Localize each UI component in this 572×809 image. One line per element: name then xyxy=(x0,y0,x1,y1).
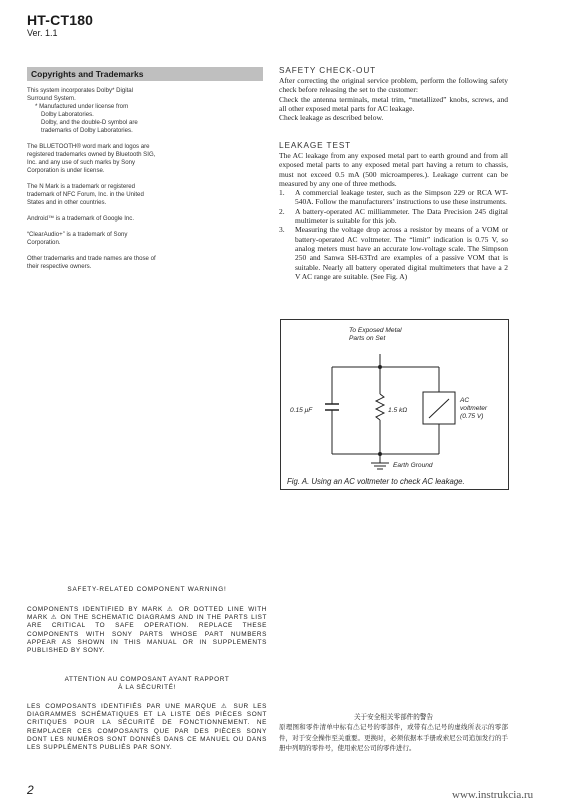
copyrights-nfc: The N Mark is a trademark or registered trademark of NFC Forum, Inc. in the United States and in other countries. xyxy=(27,183,144,206)
copyrights-dolby-note1: * Manufactured under license from xyxy=(35,103,129,110)
safety-checkout-p2: Check the antenna terminals, metal trim, “metallized” knobs, screws, and all other exposed metal parts for AC leakage. xyxy=(279,94,508,113)
copyrights-dolby-line2: Surround System. xyxy=(27,95,76,102)
copyrights-dolby-note4: trademarks of Dolby Laboratories. xyxy=(41,127,133,134)
page-number: 2 xyxy=(27,783,34,797)
resistor xyxy=(376,394,384,420)
voltmeter-label-line1: AC xyxy=(460,397,470,404)
probe-label-line1: To Exposed Metal xyxy=(349,327,402,334)
warning-zh-title: 关于安全相关零部件的警告 xyxy=(353,714,434,721)
ground-label: Earth Ground xyxy=(393,462,433,469)
capacitor-label: 0.15 μF xyxy=(290,407,313,414)
copyrights-dolby-line1: This system incorporates Dolby* Digital xyxy=(27,87,134,94)
warning-fr-title-line2: À LA SÉCURITÉ! xyxy=(118,684,176,692)
safety-checkout-heading: SAFETY CHECK-OUT xyxy=(279,66,377,75)
copyrights-title: Copyrights and Trademarks xyxy=(31,69,144,79)
safety-checkout-p3: Check leakage as described below. xyxy=(279,113,384,123)
safety-checkout-p1: After correcting the original service problem, perform the following safety check before releasing the set to the customer: xyxy=(279,76,508,95)
copyrights-android: Android™ is a trademark of Google Inc. xyxy=(27,215,135,222)
voltmeter-label-line2: voltmeter xyxy=(460,405,488,412)
leakage-test-heading: LEAKAGE TEST xyxy=(279,141,352,150)
leakage-test-body xyxy=(279,151,508,281)
voltmeter-label-line3: (0.75 V) xyxy=(460,413,484,420)
model-title: HT-CT180 xyxy=(27,12,94,28)
figure-a xyxy=(280,319,509,490)
leakage-test-intro: The AC leakage from any exposed metal part to earth ground and from all exposed metal parts to any exposed metal part having a return to chassis, must not exceed 0.5 mA (500 microamperes.). Leakage current can be measured by any one of three methods. xyxy=(279,151,508,188)
warning-fr-title xyxy=(27,676,267,693)
watermark: www.instrukcia.ru xyxy=(452,789,534,801)
resistor-label: 1.5 kΩ xyxy=(388,407,408,414)
warning-en-body: COMPONENTS IDENTIFIED BY MARK ⚠ OR DOTTED LINE WITH MARK ⚠ ON THE SCHEMATIC DIAGRAMS AND IN THE PARTS LIST ARE CRITICAL TO SAFE OPERATION. REPLACE THESE COMPONENTS WITH SONY PARTS WHOSE PART NUMBERS APPEAR AS SHOWN IN THIS MANUAL OR IN SUPPLEMENTS PUBLISHED BY SONY. xyxy=(27,606,267,655)
copyrights-bluetooth: The BLUETOOTH® word mark and logos are registered trademarks owned by Bluetooth SIG, Inc. and any use of such marks by Sony Corporation is under license. xyxy=(27,143,156,174)
copyrights-body xyxy=(27,87,267,279)
voltmeter-needle xyxy=(429,399,449,418)
copyrights-other: Other trademarks and trade names are those of their respective owners. xyxy=(27,255,156,270)
warning-zh-body: 原理图和零件清单中标有⚠记号的零部件，或带有⚠记号的虚线所表示的零部件，对于安全操作至关重要。更换时，必须依据本手册或索尼公司追加发行的手册中列明的零件号，使用索尼公司的零件进行。 xyxy=(279,724,508,752)
list-item: 2. A battery-operated AC milliammeter. The Data Precision 245 digital multimeter is suitable for this job. xyxy=(279,206,508,226)
copyrights-dolby-note2: Dolby Laboratories. xyxy=(41,111,94,118)
copyrights-dolby-note3: Dolby, and the double-D symbol are xyxy=(41,119,138,126)
version-label: Ver. 1.1 xyxy=(27,28,58,38)
warning-fr-title-line1: ATTENTION AU COMPOSANT AYANT RAPPORT xyxy=(64,676,230,683)
probe-label-line2: Parts on Set xyxy=(349,335,386,342)
warning-en-title: SAFETY-RELATED COMPONENT WARNING! xyxy=(67,586,227,593)
list-item: 1. A commercial leakage tester, such as the Simpson 229 or RCA WT-540A. Follow the manufacturers’ instructions to use these instruments. xyxy=(279,188,508,207)
warning-fr-body: LES COMPOSANTS IDENTIFIÉS PAR UNE MARQUE ⚠ SUR LES DIAGRAMMES SCHÉMATIQUES ET LA LISTE DES PIÈCES SONT CRITIQUES POUR LA SÉCURITÉ DE FONCTIONNEMENT. NE REMPLACER CES COMPOSANTS QUE PAR DES PIÈCES SONY DONT LES NUMÉROS SONT DONNÉS DANS CE MANUEL OU DANS LES SUPPLÉMENTS PUBLIÉS PAR SONY. xyxy=(27,703,267,752)
copyrights-clearaudio: “ClearAudio+” is a trademark of Sony Corporation. xyxy=(27,231,128,246)
safety-checkout-body xyxy=(279,76,508,122)
list-item: 3. Measuring the voltage drop across a resistor by means of a VOM or battery-operated AC voltmeter. The “limit” indication is 0.75 V, so analog meters must have an accurate low-voltage scale. The Simpson 250 and Sanwa SH-63Trd are examples of a passive VOM that is suitable. Nearly all battery operated digital multimeters that have a 2 V AC range are suitable. (See Fig. A) xyxy=(279,225,508,281)
leakage-methods-list xyxy=(279,188,508,281)
figure-caption: Fig. A. Using an AC voltmeter to check AC leakage. xyxy=(287,477,465,486)
